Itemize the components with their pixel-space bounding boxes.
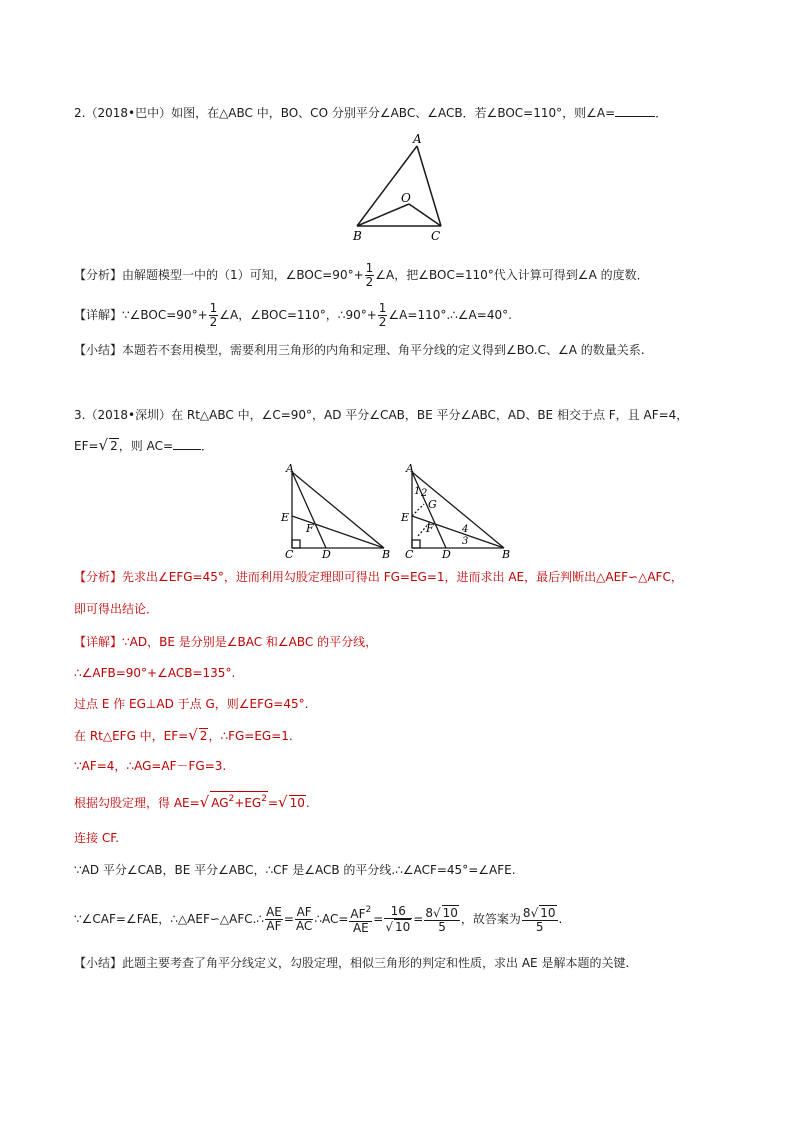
q3-analysis-line1: 【分析】先求出∠EFG=45°，进而利用勾股定理即可得出 FG=EG=1，进而求出 AE，最后判断出△AEF∽△AFC， [74,570,683,584]
answer-blank [615,104,655,117]
label-a: A [413,132,422,146]
q2-stem: 2.（2018•巴中）如图，在△ABC 中，BO、CO 分别平分∠ABC、∠ACB．若∠BOC=110°，则∠A= ． [74,106,668,120]
label-angle-1: 1 [414,486,421,497]
fraction-one-half: $\frac{1}{2}$ [378,301,387,329]
label-o: O [401,191,411,205]
q3-stem-line2: EF=√ 2，则 AC= ． [74,436,214,454]
q2-detail: 【详解】∵∠BOC=90°+ $\frac{1}{2}$ ∠A，∠BOC=110°，∴90°+ $\frac{1}{2}$ ∠A=110°.∴∠A=40°. [74,301,512,329]
fraction-af-ac: $\frac{AF}{AC}$ [295,905,313,933]
label-g: G [428,498,437,511]
fraction-one-half: $\frac{1}{2}$ [365,261,374,289]
label-d: D [442,548,451,560]
label-c: C [285,548,294,560]
q3-stem-line1: 3.（2018•深圳）在 Rt△ABC 中，∠C=90°，AD 平分∠CAB，BE 平分∠ABC，AD、BE 相交于点 F，且 AF=4， [74,408,689,422]
fraction-ae-af: $\frac{AE}{AF}$ [266,905,282,933]
answer-blank [173,437,201,450]
q2-analysis: 【分析】由解题模型一中的（1）可知，∠BOC=90°+ $\frac{1}{2}$ ∠A，把∠BOC=110°代入计算可得到∠A 的度数． [74,261,649,289]
label-c: C [431,229,441,243]
q2-summary: 【小结】本题若不套用模型，需要利用三角形的内角和定理、角平分线的定义得到∠BO.C、∠A 的数量关系. [74,343,645,357]
label-f: F [426,522,434,535]
q3-detail-line2: ∴∠AFB=90°+∠ACB=135°. [74,666,236,680]
label-b: B [502,548,511,560]
label-f: F [306,522,314,535]
q3-detail-line8: ∵AD 平分∠CAB，BE 平分∠ABC，∴CF 是∠ACB 的平分线.∴∠ACF=45°=∠AFE. [74,863,516,877]
q3-analysis-line2: 即可得出结论． [74,602,159,616]
segment-co [409,204,441,226]
side-ac [417,146,441,226]
fraction-8sqrt10-5: $\frac{8√ 10}{5}$ [425,906,458,934]
sqrt-two: √ 2 [98,436,118,454]
q3-detail-line1: 【详解】∵AD，BE 是分别是∠BAC 和∠ABC 的平分线， [74,635,378,649]
label-e: E [281,511,290,524]
q3-detail-line4: 在 Rt△EFG 中，EF=√ 2，∴FG=EG=1. [74,726,293,744]
q3-detail-line5: ∵AF=4，∴AG=AF－FG=3. [74,759,227,773]
q3-summary: 【小结】此题主要考查了角平分线定义，勾股定理，相似三角形的判定和性质，求出 AE 是解本题的关键. [74,956,630,970]
sqrt-ten: √ 10 [278,793,305,811]
fraction-one-half: $\frac{1}{2}$ [209,301,218,329]
label-b: B [382,548,391,560]
label-angle-3: 3 [462,536,469,547]
sqrt-two: √ 2 [188,726,208,744]
label-a: A [406,462,414,475]
q3-figure-1 [280,460,400,560]
label-b: B [353,229,362,243]
q3-detail-line3: 过点 E 作 EG⊥AD 于点 G，则∠EFG=45°. [74,697,309,711]
label-e: E [401,511,410,524]
fraction-af2-ae: $\frac{AF^2}{AE}$ [350,905,372,935]
q3-detail-line7: 连接 CF. [74,831,119,845]
q3-detail-line6: 根据勾股定理，得 AE=√ $AG^2+EG^2=√$ 10. [74,793,310,811]
label-d: D [322,548,331,560]
label-angle-4: 4 [462,524,469,535]
q2-triangle-figure [345,132,455,244]
q3-detail-line9: ∵∠CAF=∠FAE，∴△AEF∽△AFC.∴ $\frac{AE}{AF}$ = $\frac{AF}{AC}$ ∴AC= $\frac{AF^2}{AE}$ = $\frac{16}{√ 10}$ = $\frac{8√ 10}{5}$ ，故答案为 $\frac{8√ 10}{5}$ . [74,904,563,935]
sqrt-ag-eg: √ $AG^2+EG^2$ [199,793,267,811]
answer-fraction: $\frac{8√ 10}{5}$ [522,906,556,934]
label-a: A [286,462,294,475]
label-c: C [405,548,414,560]
label-angle-2: 2 [421,488,428,499]
q3-figure-2 [400,460,520,560]
fraction-16-sqrt10: $\frac{16}{√ 10}$ [385,904,411,934]
